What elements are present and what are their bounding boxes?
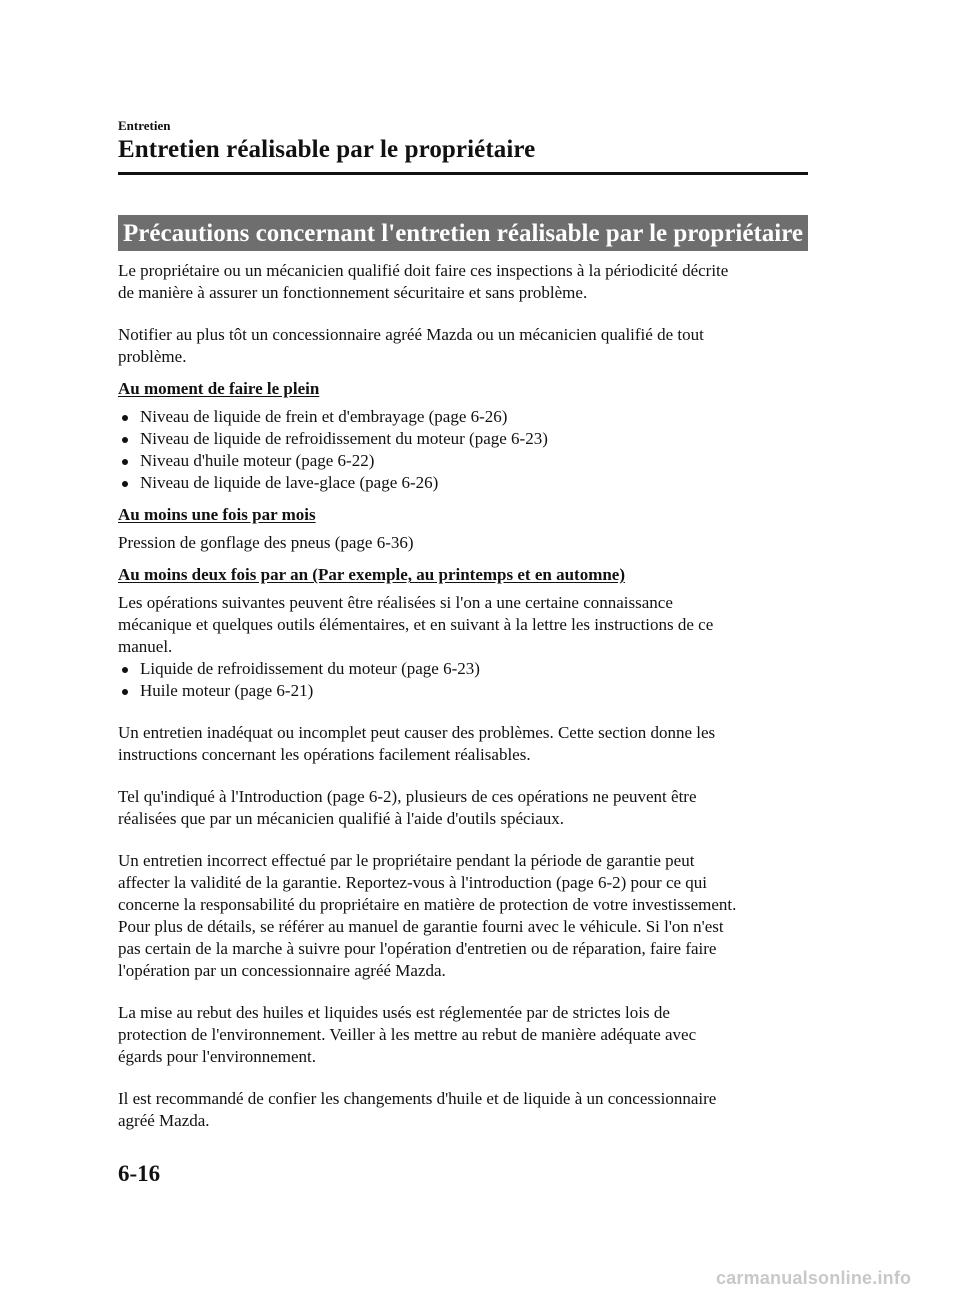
- subheading-refuel: Au moment de faire le plein: [118, 379, 320, 398]
- bullet-icon: [122, 437, 128, 443]
- chapter-label: Entretien: [118, 118, 171, 133]
- list-item: Huile moteur (page 6-21): [118, 680, 808, 702]
- bullet-icon: [122, 689, 128, 695]
- text-line: affecter la validité de la garantie. Reportez-vous à l'introduction (page 6-2) pour ce qui: [118, 873, 708, 892]
- text-line: problème.: [118, 347, 187, 366]
- text-line: Pour plus de détails, se référer au manuel de garantie fourni avec le véhicule. Si l'on n'est: [118, 917, 724, 936]
- text-line: égards pour l'environnement.: [118, 1047, 317, 1066]
- text-line: protection de l'environnement. Veiller à les mettre au rebut de manière adéquate avec: [118, 1025, 697, 1044]
- list-item: Liquide de refroidissement du moteur (page 6-23): [118, 658, 808, 680]
- text-line: Tel qu'indiqué à l'Introduction (page 6-2), plusieurs de ces opérations ne peuvent être: [118, 787, 697, 806]
- subheading-twice-yearly: Au moins deux fois par an (Par exemple, au printemps et en automne): [118, 565, 626, 584]
- warranty-paragraph: [118, 850, 808, 982]
- subheading-monthly: Au moins une fois par mois: [118, 505, 316, 524]
- header-rule: [118, 172, 808, 175]
- text-line: Notifier au plus tôt un concessionnaire agréé Mazda ou un mécanicien qualifié de tout: [118, 325, 704, 344]
- text-line: Un entretien inadéquat ou incomplet peut causer des problèmes. Cette section donne les: [118, 723, 716, 742]
- dealer-recommendation-paragraph: [118, 1088, 808, 1132]
- page-content: [118, 260, 808, 1132]
- bullet-icon: [122, 481, 128, 487]
- text-line: l'opération par un concessionnaire agréé Mazda.: [118, 961, 446, 980]
- text-line: manuel.: [118, 637, 173, 656]
- text-line: Il est recommandé de confier les changements d'huile et de liquide à un concessionnaire: [118, 1089, 717, 1108]
- text-line: Les opérations suivantes peuvent être réalisées si l'on a une certaine connaissance: [118, 593, 673, 612]
- text-line: de manière à assurer un fonctionnement sécuritaire et sans problème.: [118, 283, 588, 302]
- twice-yearly-text: [118, 592, 808, 658]
- list-item: Niveau de liquide de refroidissement du moteur (page 6-23): [118, 428, 808, 450]
- text-line: La mise au rebut des huiles et liquides usés est réglementée par de strictes lois de: [118, 1003, 670, 1022]
- bullet-icon: [122, 415, 128, 421]
- bullet-icon: [122, 459, 128, 465]
- disposal-paragraph: [118, 1002, 808, 1068]
- text-line: réalisées que par un mécanicien qualifié à l'aide d'outils spéciaux.: [118, 809, 565, 828]
- list-item: Niveau de liquide de lave-glace (page 6-26): [118, 472, 808, 494]
- intro-paragraph-2: [118, 324, 808, 368]
- text-line: pas certain de la marche à suivre pour l'opération d'entretien ou de réparation, faire faire: [118, 939, 717, 958]
- bullet-icon: [122, 667, 128, 673]
- watermark: carmanualsonline.info: [716, 1268, 912, 1288]
- refuel-checklist: [118, 406, 808, 494]
- improper-maintenance-paragraph: [118, 722, 808, 766]
- text-line: concerne la responsabilité du propriétaire en matière de protection de votre investissement.: [118, 895, 737, 914]
- page-number: 6-16: [118, 1161, 161, 1186]
- list-item: Niveau d'huile moteur (page 6-22): [118, 450, 808, 472]
- intro-paragraph-1: [118, 260, 808, 304]
- topic-banner: Précautions concernant l'entretien réalisable par le propriétaire: [118, 215, 808, 251]
- text-line: Le propriétaire ou un mécanicien qualifié doit faire ces inspections à la périodicité décrite: [118, 261, 729, 280]
- introduction-reference-paragraph: [118, 786, 808, 830]
- section-title: Entretien réalisable par le propriétaire: [118, 136, 536, 163]
- monthly-text: Pression de gonflage des pneus (page 6-36): [118, 533, 414, 552]
- list-item: Niveau de liquide de frein et d'embrayage (page 6-26): [118, 406, 808, 428]
- text-line: Un entretien incorrect effectué par le propriétaire pendant la période de garantie peut: [118, 851, 695, 870]
- text-line: mécanique et quelques outils élémentaires, et en suivant à la lettre les instructions de ce: [118, 615, 714, 634]
- text-line: instructions concernant les opérations facilement réalisables.: [118, 745, 531, 764]
- text-line: agréé Mazda.: [118, 1111, 210, 1130]
- twice-yearly-checklist: [118, 658, 808, 702]
